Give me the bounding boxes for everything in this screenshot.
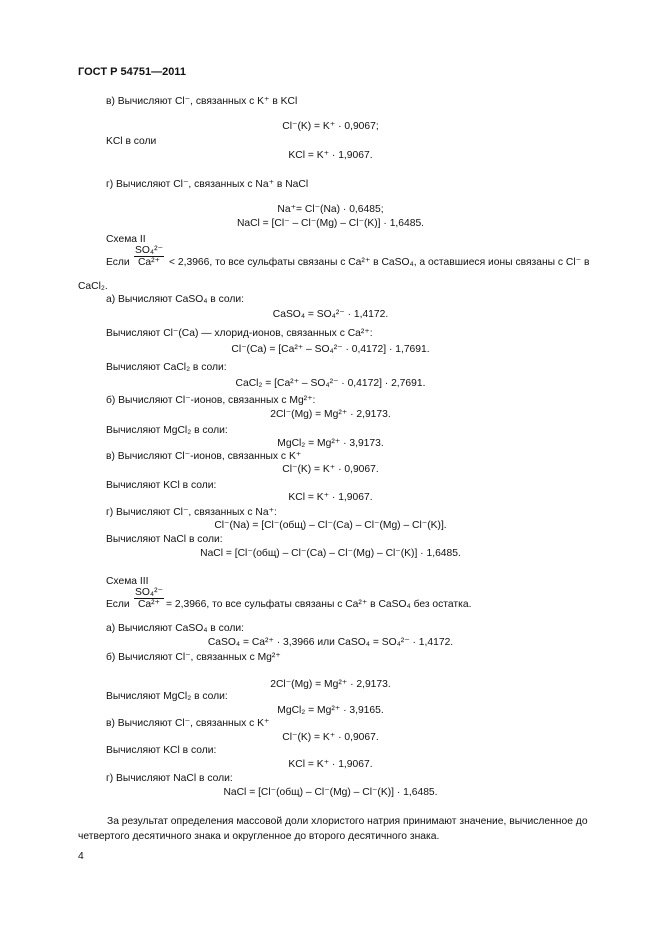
page-number: 4	[78, 851, 84, 862]
if-label: Если	[106, 257, 130, 268]
cl-ca-title: Вычисляют Cl⁻(Ca) — хлорид-ионов, связанных с Ca²⁺:	[106, 328, 373, 339]
kcl-title: Вычисляют KCl в соли:	[106, 480, 217, 491]
equation-nacl-3: NaCl = [Cl⁻(общ) – Cl⁻(Mg) – Cl⁻(K)] · 1,6485.	[223, 787, 438, 798]
equation-cl-mg: 2Cl⁻(Mg) = Mg²⁺ · 2,9173.	[270, 409, 391, 420]
step-a-title-2: а) Вычисляют CaSO₄ в соли:	[106, 623, 245, 634]
equation-kcl-2: KCl = K⁺ · 1,9067.	[288, 492, 373, 503]
step-b-title: б) Вычисляют Cl⁻-ионов, связанных с Mg²⁺:	[106, 395, 316, 406]
cacl2-title: Вычисляют CaCl₂ в соли:	[106, 362, 227, 373]
nacl-title: Вычисляют NaCl в соли:	[106, 534, 223, 545]
condition-wrap: CaCl₂.	[78, 281, 108, 292]
ratio-fraction	[134, 245, 164, 269]
equation-cl-na: Cl⁻(Na) = [Cl⁻(общ) – Cl⁻(Ca) – Cl⁻(Mg) – Cl⁻(K)].	[214, 520, 447, 531]
scheme-ii-title: Схема II	[106, 234, 146, 245]
equation-nacl-2: NaCl = [Cl⁻(общ) – Cl⁻(Ca) – Cl⁻(Mg) – Cl⁻(K)] · 1,6485.	[200, 548, 461, 559]
kcl-label: KCl в соли	[106, 136, 157, 147]
equation-cl-ca: Cl⁻(Ca) = [Ca²⁺ – SO₄²⁻ · 0,4172] · 1,7691.	[231, 344, 430, 355]
final-paragraph-text: За результат определения массовой доли хлористого натрия принимают значение, вычисленное до четвертого десятичного знака и округленное до второго десятичного знака.	[78, 816, 588, 842]
mgcl2-title: Вычисляют MgCl₂ в соли:	[106, 425, 228, 436]
condition-text-2: = 2,3966, то все сульфаты связаны с Ca²⁺ в CaSO₄ без остатка.	[166, 599, 472, 610]
scheme-iii-title: Схема III	[106, 576, 149, 587]
condition-text: < 2,3966, то все сульфаты связаны с Ca²⁺ в CaSO₄, а оставшиеся ионы связаны с Cl⁻ в	[169, 257, 590, 268]
equation-cl-mg-2: 2Cl⁻(Mg) = Mg²⁺ · 2,9173.	[270, 679, 391, 690]
fraction-numerator: SO₄²⁻	[135, 245, 163, 256]
equation-mgcl2-2: MgCl₂ = Mg²⁺ · 3,9165.	[277, 705, 384, 716]
final-paragraph	[78, 814, 618, 844]
if-label-2: Если	[106, 599, 130, 610]
step-g-title-2: г) Вычисляют Cl⁻, связанных с Na⁺:	[106, 507, 277, 518]
equation-kcl-3: KCl = K⁺ · 1,9067.	[288, 759, 373, 770]
step-a-title: а) Вычисляют CaSO₄ в соли:	[106, 294, 245, 305]
equation-cl-k: Cl⁻(K) = K⁺ · 0,9067;	[282, 121, 379, 132]
equation-mgcl2: MgCl₂ = Mg²⁺ · 3,9173.	[277, 438, 384, 449]
equation-nacl: NaCl = [Cl⁻ – Cl⁻(Mg) – Cl⁻(K)] · 1,6485.	[236, 218, 425, 229]
fraction-numerator-2: SO₄²⁻	[135, 587, 163, 598]
fraction-denominator: Ca²⁺	[137, 257, 160, 268]
fraction-denominator-2: Ca²⁺	[137, 599, 160, 610]
equation-caso4: CaSO₄ = SO₄²⁻ · 1,4172.	[272, 309, 389, 320]
step-v-title-2: в) Вычисляют Cl⁻-ионов, связанных с K⁺	[106, 451, 302, 462]
equation-kcl: KCl = K⁺ · 1,9067.	[288, 150, 373, 161]
step-g-title: г) Вычисляют Cl⁻, связанных с Na⁺ в NaCl	[106, 179, 309, 190]
equation-cl-k-2: Cl⁻(K) = K⁺ · 0,9067.	[282, 464, 379, 475]
step-b-title-2: б) Вычисляют Cl⁻, связанных с Mg²⁺	[106, 652, 281, 663]
equation-cacl2: CaCl₂ = [Ca²⁺ – SO₄²⁻ · 0,4172] · 2,7691.	[235, 378, 426, 389]
equation-na: Na⁺= Cl⁻(Na) · 0,6485;	[277, 204, 384, 215]
equation-cl-k-3: Cl⁻(K) = K⁺ · 0,9067.	[282, 732, 379, 743]
step-v-title-3: в) Вычисляют Cl⁻, связанных с K⁺	[106, 718, 270, 729]
equation-caso4-2: CaSO₄ = Ca²⁺ · 3,3966 или CaSO₄ = SO₄²⁻ · 1,4172.	[207, 637, 454, 648]
step-g-title-3: г) Вычисляют NaCl в соли:	[106, 773, 233, 784]
step-v-title: в) Вычисляют Cl⁻, связанных с K⁺ в KCl	[106, 96, 298, 107]
document-header: ГОСТ Р 54751—2011	[78, 66, 186, 78]
kcl-title-2: Вычисляют KCl в соли:	[106, 745, 217, 756]
ratio-fraction-2	[134, 587, 164, 611]
mgcl2-title-2: Вычисляют MgCl₂ в соли:	[106, 691, 228, 702]
